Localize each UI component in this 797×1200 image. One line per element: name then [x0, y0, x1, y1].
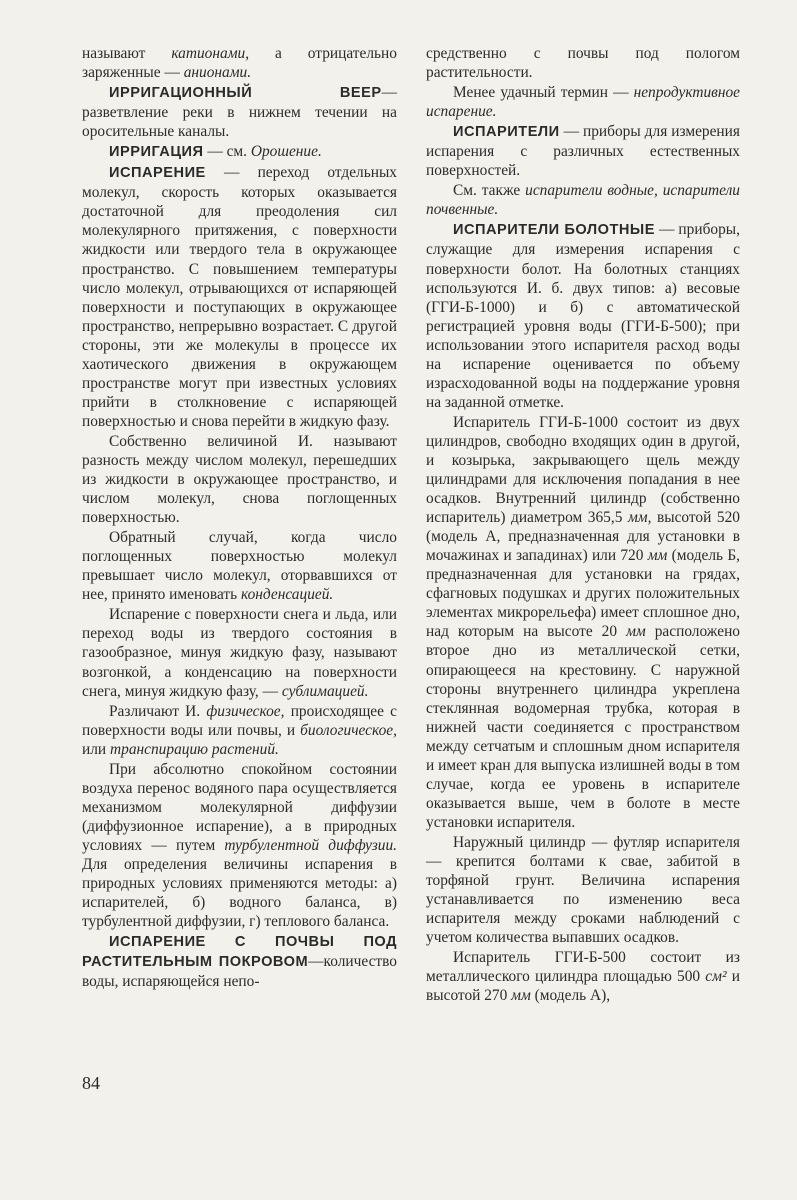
paragraph: средственно с почвы под пологом растительности.: [426, 45, 740, 82]
cross-reference: испарители водные, испарители почвенные.: [426, 182, 740, 219]
entry-irrigation: ИРРИГАЦИЯ — см. Орошение.: [109, 143, 322, 161]
entry-irrigation-fan: ИРРИГАЦИОННЫЙ ВЕЕР— разветвление реки в нижнем течении на оросительные каналы.: [82, 84, 397, 141]
paragraph: Наружный цилиндр — футляр испарителя — крепится болтами к свае, забитой в торфяной грунт. Величина испарения устанавливается по изменению веса испарителя между сроками наблюдений с учетом количества выпавших осадков.: [426, 833, 740, 947]
headword: ИСПАРИТЕЛИ БОЛОТНЫЕ: [453, 222, 655, 239]
left-column: [82, 44, 397, 991]
headword: ИРРИГАЦИОННЫЙ ВЕЕР: [109, 85, 382, 102]
headword: ИСПАРИТЕЛИ: [453, 124, 560, 141]
cross-reference: Орошение.: [250, 143, 322, 161]
paragraph: При абсолютно спокойном состоянии воздуха перенос водяного пара осуществляется механизмом молекулярной диффузии (диффузионное испарение), а в природных условиях — путем турбулентной диффузии. Для определения величины испарения в природных условиях применяются методы: а) испарителей, б) водного баланса, в) турбулентной диффузии, г) теплового баланса.: [82, 760, 397, 931]
entry-swamp-evaporimeters: ИСПАРИТЕЛИ БОЛОТНЫЕ — приборы, служащие для измерения испарения с поверхности болот. На болотных станциях используются И. б. двух типов: а) весовые (ГГИ-Б-1000) и б) с автоматической регистрацией уровня воды (ГГИ-Б-500); при использовании этого испарителя расход воды на испарение оценивается по объему израсходованной воды на поддержание уровня на заданной отметке.: [426, 221, 740, 411]
headword: ИСПАРЕНИЕ С ПОЧВЫ ПОД РАСТИТЕЛЬНЫМ ПОКРОВОМ: [82, 934, 397, 971]
entry-evaporation: ИСПАРЕНИЕ — переход отдельных молекул, скорость которых оказывается достаточной для преодоления сил молекулярного притяжения, с поверхности жидкости или твердого тела в окружающее пространство. С повышением температуры число молекул, отрывающихся от испаряющей поверхности и поступающих в окружающее пространство, непрерывно возрастает. С другой стороны, эти же молекулы в процессе их хаотического движения в окружающем пространстве могут при известных условиях прийти в столкновение с испаряющей поверхностью и снова перейти в жидкую фазу.: [82, 164, 397, 430]
paragraph: Испаритель ГГИ-Б-500 состоит из металлического цилиндра площадью 500 см² и высотой 270 мм (модель А),: [426, 949, 740, 1005]
paragraph: См. также испарители водные, испарители почвенные.: [426, 182, 740, 219]
page-number: 84: [82, 1073, 100, 1093]
paragraph: Испарение с поверхности снега и льда, или переход воды из твердого состояния в газообразное, минуя жидкую фазу, называют возгонкой, а конденсацию на поверхности снега, минуя жидкую фазу, — сублимацией.: [82, 606, 397, 700]
paragraph: Менее удачный термин — непродуктивное испарение.: [426, 84, 740, 121]
paragraph: Обратный случай, когда число поглощенных поверхностью молекул превышает число молекул, оторвавшихся от нее, принято именовать конденсацией.: [82, 529, 397, 604]
paragraph: Собственно величиной И. называют разность между числом молекул, перешедших из жидкости в окружающее пространство, и числом молекул, снова поглощенных поверхностью.: [82, 432, 397, 527]
paragraph: Различают И. физическое, происходящее с поверхности воды или почвы, и биологическое, или транспирацию растений.: [82, 702, 397, 758]
paragraph: Испаритель ГГИ-Б-1000 состоит из двух цилиндров, свободно входящих один в другой, и козырька, закрывающего щель между цилиндрами для исключения попадания в нее осадков. Внутренний цилиндр (собственно испаритель) диаметром 365,5 мм, высотой 520 (модель А, предназначенная для установки в мочажинах и западинах) или 720 мм (модель Б, предназначенная для установки на грядах, сфагновых подушках и других положительных элементах микрорельефа) имеет сплошное дно, над которым на высоте 20 мм расположено второе дно из металлической сетки, опирающееся на крестовину. С наружной стороны внутреннего цилиндра укреплена стеклянная водомерная трубка, которая в нижней части соединяется с пространством между сетчатым и сплошным дном испарителя и имеет кран для выпуска излишней воды в том случае, когда ее уровень в испарителе оказывается выше, чем в болоте в месте установки испарителя.: [426, 413, 741, 831]
headword: ИРРИГАЦИЯ: [109, 144, 204, 161]
headword: ИСПАРЕНИЕ: [109, 165, 206, 182]
right-column: [426, 44, 740, 1005]
entry-soil-evaporation: ИСПАРЕНИЕ С ПОЧВЫ ПОД РАСТИТЕЛЬНЫМ ПОКРОВОМ—количество воды, испаряющейся непо-: [82, 934, 397, 991]
entry-evaporimeters: ИСПАРИТЕЛИ — приборы для измерения испарения с различных естественных поверхностей.: [426, 123, 740, 180]
paragraph: называют катионами, а отрицательно заряженные — анионами.: [82, 45, 397, 82]
